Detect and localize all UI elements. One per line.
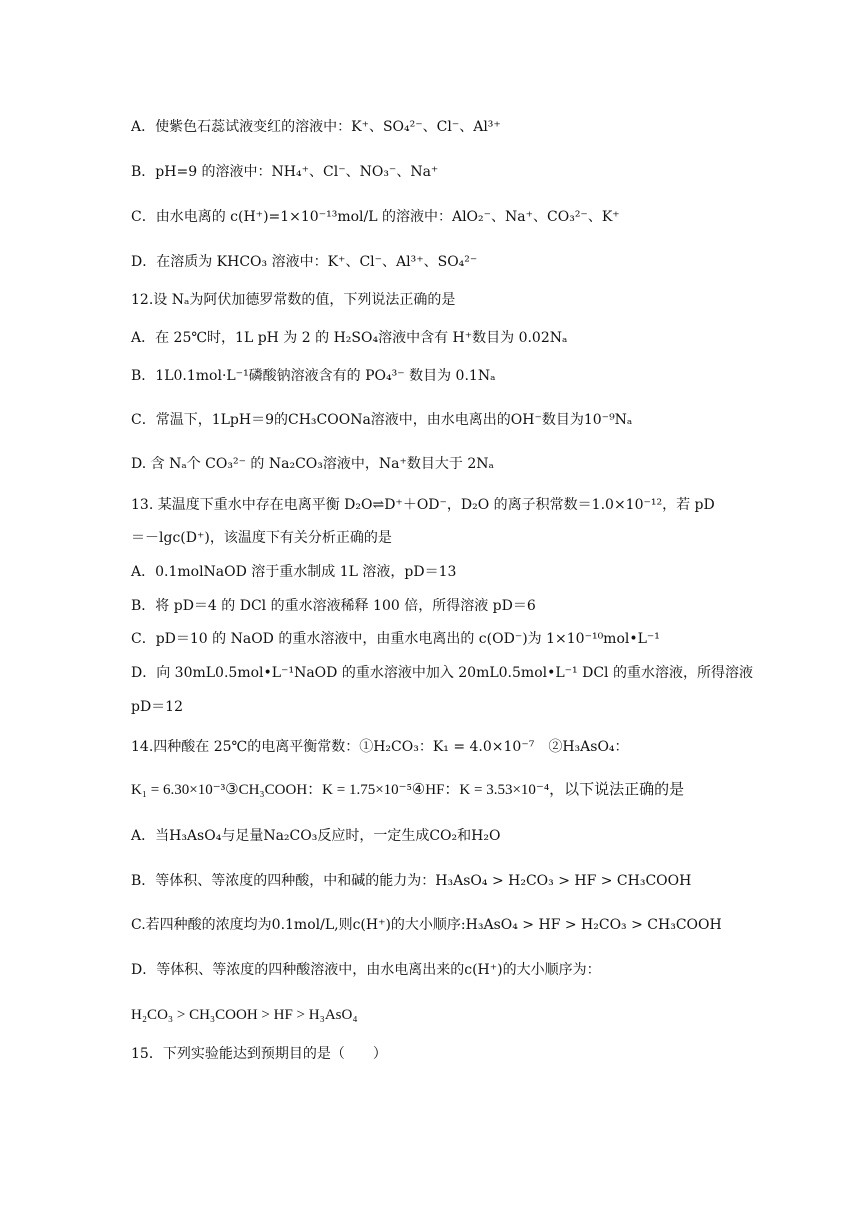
text-line-6 — [131, 328, 567, 348]
text-line-5 — [131, 290, 455, 310]
line-9-content: D. 含 Nₐ个 CO₃²⁻ 的 Na₂CO₃溶液中，Na⁺数目大于 2Nₐ — [131, 456, 494, 472]
line-7-content: B．1L0.1mol·L⁻¹磷酸钠溶液含有的 PO₄³⁻ 数目为 0.1Nₐ — [131, 368, 496, 384]
text-line-7 — [131, 366, 495, 386]
text-line-23 — [131, 1005, 358, 1025]
text-line-14 — [131, 629, 660, 649]
line-21-content: C.若四种酸的浓度均为0.1mol/L,则c(H⁺)的大小顺序:H₃AsO₄ > HF > H₂CO₃ > CH₃COOH — [131, 917, 722, 933]
text-line-8 — [131, 410, 632, 430]
line-19-content: A．当H₃AsO₄与足量Na₂CO₃反应时，一定生成CO₂和H₂O — [131, 828, 501, 844]
text-line-3 — [131, 207, 620, 227]
line-11-content: ＝－lgc(D⁺)，该温度下有关分析正确的是 — [131, 530, 392, 546]
text-line-10 — [131, 495, 715, 515]
text-line-15 — [131, 663, 753, 683]
line-6-content: A．在 25℃时，1L pH 为 2 的 H₂SO₄溶液中含有 H⁺数目为 0.02Nₐ — [131, 330, 568, 346]
text-line-17 — [131, 737, 629, 757]
line-20-content: B．等体积、等浓度的四种酸，中和碱的能力为：H₃AsO₄ > H₂CO₃ > HF > CH₃COOH — [131, 873, 692, 889]
line-17-content: 14.四种酸在 25℃的电离平衡常数：①H₂CO₃：K₁ = 4.0×10⁻⁷ ②H₃AsO₄： — [131, 739, 629, 755]
line-18-content: K₁ = 6.30×10⁻³③CH₃COOH：K = 1.75×10⁻⁵④HF：K = 3.53×10⁻⁴，以下说法正确的是 — [131, 782, 685, 798]
line-8-content: C．常温下，1LpH＝9的CH₃COONa溶液中，由水电离出的OH⁻数目为10⁻⁹Nₐ — [131, 412, 633, 428]
text-line-13 — [131, 596, 536, 616]
text-line-19 — [131, 826, 500, 846]
line-3-content: C．由水电离的 c(H⁺)=1×10⁻¹³mol/L 的溶液中：AlO₂⁻、Na⁺、CO₃²⁻、K⁺ — [131, 209, 620, 225]
line-22-content: D．等体积、等浓度的四种酸溶液中，由水电离出来的c(H⁺)的大小顺序为： — [131, 962, 601, 978]
line-5-content: 12.设 Nₐ为阿伏加德罗常数的值，下列说法正确的是 — [131, 292, 456, 308]
text-line-18 — [131, 780, 684, 800]
text-line-21 — [131, 915, 722, 935]
text-line-20 — [131, 871, 691, 891]
line-14-content: C．pD＝10 的 NaOD 的重水溶液中，由重水电离出的 c(OD⁻)为 1×10⁻¹⁰mol•L⁻¹ — [131, 631, 660, 647]
line-23-content: H₂CO₃ > CH₃COOH > HF > H₃AsO₄ — [131, 1007, 358, 1023]
line-12-content: A．0.1molNaOD 溶于重水制成 1L 溶液，pD＝13 — [131, 564, 457, 580]
line-15-content: D．向 30mL0.5mol•L⁻¹NaOD 的重水溶液中加入 20mL0.5mol•L⁻¹ DCl 的重水溶液，所得溶液 — [131, 665, 753, 681]
text-line-12 — [131, 562, 456, 582]
line-2-content: B．pH=9 的溶液中：NH₄⁺、Cl⁻、NO₃⁻、Na⁺ — [131, 164, 439, 180]
line-4-content: D．在溶质为 KHCO₃ 溶液中：K⁺、Cl⁻、Al³⁺、SO₄²⁻ — [131, 254, 478, 270]
text-line-1 — [131, 117, 501, 137]
text-line-16 — [131, 697, 183, 717]
line-16-content: pD＝12 — [131, 699, 184, 715]
line-1-content: A．使紫色石蕊试液变红的溶液中：K⁺、SO₄²⁻、Cl⁻、Al³⁺ — [131, 119, 501, 135]
text-line-2 — [131, 162, 438, 182]
line-13-content: B．将 pD＝4 的 DCl 的重水溶液稀释 100 倍，所得溶液 pD＝6 — [131, 598, 536, 614]
text-line-24 — [131, 1044, 387, 1064]
line-24-content: 15．下列实验能达到预期目的是（ ） — [131, 1046, 387, 1062]
text-line-4 — [131, 252, 477, 272]
text-line-9 — [131, 454, 494, 474]
text-line-11 — [131, 528, 392, 548]
line-10-content: 13. 某温度下重水中存在电离平衡 D₂O⇌D⁺＋OD⁻，D₂O 的离子积常数＝1.0×10⁻¹²，若 pD — [131, 497, 715, 513]
text-line-22 — [131, 960, 601, 980]
